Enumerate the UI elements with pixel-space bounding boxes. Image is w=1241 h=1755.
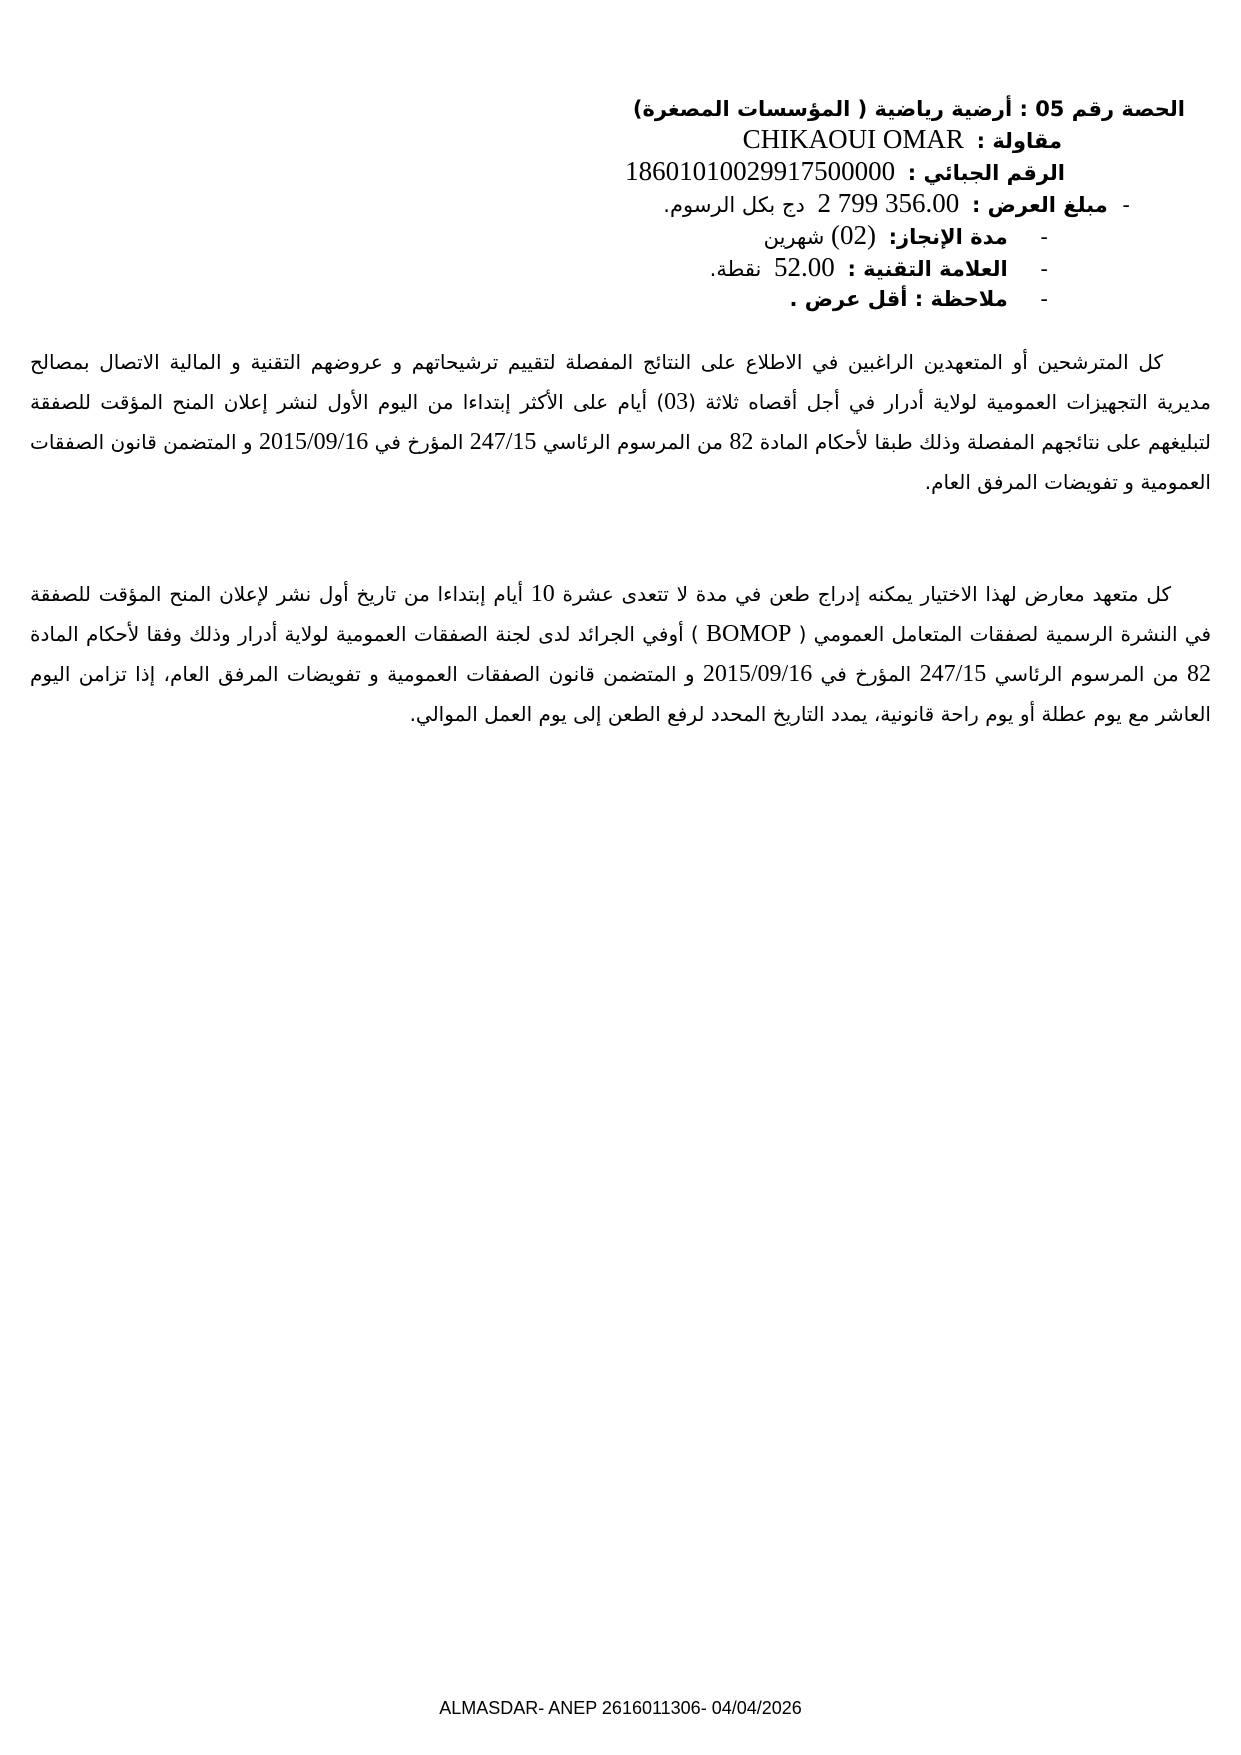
completion-duration-label: مدة الإنجاز:	[888, 225, 1008, 249]
note-label: ملاحظة : أقل عرض .	[789, 287, 1008, 311]
paragraph-results-consultation: كل المترشحين أو المتعهدين الراغبين في الاطلاع على النتائج المفصلة لتقييم ترشيحاتهم و عروضهم التقنية و المالية الاتصال بمصالح مديرية التجهيزات العمومية لولاية أدرار في أجل أقصاه ثلاثة (03) أيام على الأكثر إبتداءا من اليوم الأول لنشر إعلان المنح المؤقت للصفقة لتبليغهم على نتائجهم المفصلة وذلك طبقا لأحكام المادة 82 من المرسوم الرئاسي 247/15 المؤرخ في 2015/09/16 و المتضمن قانون الصفقات العمومية و تفويضات المرفق العام.	[30, 350, 1211, 494]
tax-number-line	[0, 156, 1241, 188]
latin-run: 82	[729, 429, 754, 455]
contractor-name: CHIKAOUI OMAR	[742, 124, 964, 154]
latin-run: 2015/09/16	[702, 661, 813, 687]
completion-duration-suffix: شهرين	[763, 225, 825, 249]
completion-duration-value: (02)	[830, 220, 876, 250]
tax-number-value: 18601010029917500000	[625, 156, 896, 186]
offer-amount-line	[0, 188, 1241, 220]
tax-number-label: الرقم الجبائي :	[907, 161, 1065, 185]
offer-amount-value: 2 799 356.00	[817, 188, 960, 218]
completion-duration-line	[0, 220, 1241, 252]
latin-run: 2015/09/16	[258, 429, 369, 455]
dash-bullet: -	[1122, 193, 1130, 217]
lot-details-block	[0, 94, 1241, 314]
contractor-line	[0, 124, 1241, 156]
latin-run: 03	[664, 389, 689, 415]
technical-score-line	[0, 252, 1241, 284]
latin-run: 82	[1187, 661, 1212, 687]
dash-bullet: -	[1040, 287, 1048, 311]
offer-amount-suffix: دج بكل الرسوم.	[663, 193, 805, 217]
latin-run: 247/15	[919, 661, 987, 687]
offer-amount-label: مبلغ العرض :	[971, 193, 1108, 217]
note-line	[0, 284, 1241, 314]
dash-bullet: -	[1040, 225, 1048, 249]
footer-anep-reference: ALMASDAR- ANEP 2616011306- 04/04/2026	[439, 1698, 802, 1718]
latin-run: BOMOP	[706, 621, 792, 647]
paragraph-appeal-procedure: كل متعهد معارض لهذا الاختيار يمكنه إدراج طعن في مدة لا تتعدى عشرة 10 أيام إبتداءا من تاريخ أول نشر لإعلان المنح المؤقت للصفقة في النشرة الرسمية لصفقات المتعامل العمومي ( BOMOP ) أوفي الجرائد لدى لجنة الصفقات العمومية لولاية أدرار وذلك وفقا لأحكام المادة 82 من المرسوم الرئاسي 247/15 المؤرخ في 2015/09/16 و المتضمن قانون الصفقات العمومية و تفويضات المرفق العام، إذا تزامن اليوم العاشر مع يوم عطلة أو يوم راحة قانونية، يمدد التاريخ المحدد لرفع الطعن إلى يوم العمل الموالي.	[30, 581, 1212, 726]
latin-run: 10	[530, 581, 555, 607]
dash-bullet: -	[1040, 257, 1048, 281]
latin-run: 247/15	[469, 429, 537, 455]
contractor-label: مقاولة :	[976, 129, 1062, 153]
technical-score-label: العلامة التقنية :	[847, 257, 1008, 281]
technical-score-suffix: نقطة.	[709, 257, 762, 281]
lot-title: الحصة رقم 05 : أرضية رياضية ( المؤسسات المصغرة)	[632, 97, 1185, 121]
technical-score-value: 52.00	[774, 252, 835, 282]
